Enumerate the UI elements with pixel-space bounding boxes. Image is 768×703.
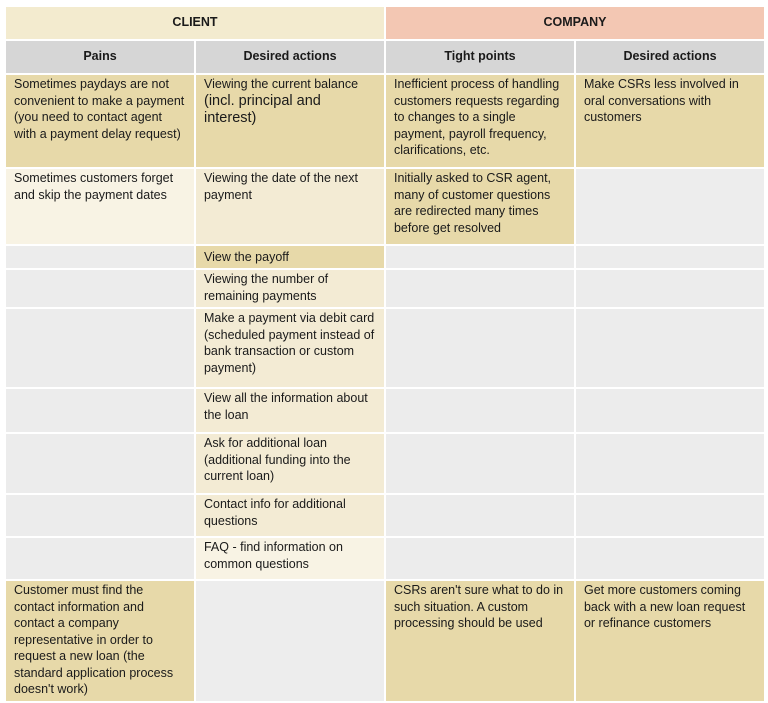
company-desired-action-cell: Make CSRs less involved in oral conversations with customers xyxy=(576,75,764,167)
client-desired-action-cell: FAQ - find information on common questions xyxy=(196,538,384,579)
table-row xyxy=(6,75,764,167)
table-row xyxy=(6,270,764,307)
tight-points-cell xyxy=(386,246,574,268)
company-desired-action-cell xyxy=(576,434,764,493)
tight-points-cell: Inefficient process of handling customers requests regarding to changes to a single payment, payroll frequency, clarifications, etc. xyxy=(386,75,574,167)
tight-points-cell xyxy=(386,538,574,579)
pains-cell xyxy=(6,270,194,307)
tight-points-cell: CSRs aren't sure what to do in such situation. A custom processing should be used xyxy=(386,581,574,701)
pains-cell xyxy=(6,309,194,387)
pains-cell xyxy=(6,389,194,432)
tight-points-cell xyxy=(386,270,574,307)
tight-points-cell xyxy=(386,434,574,493)
company-header: COMPANY xyxy=(386,7,764,39)
customer-journey-table xyxy=(4,5,766,703)
table-row xyxy=(6,169,764,244)
company-desired-action-cell xyxy=(576,309,764,387)
table-row xyxy=(6,538,764,579)
company-desired-action-cell: Get more customers coming back with a new loan request or refinance customers xyxy=(576,581,764,701)
company-desired-action-cell xyxy=(576,538,764,579)
tight-points-header: Tight points xyxy=(386,41,574,73)
company-desired-action-cell xyxy=(576,389,764,432)
client-desired-action-cell xyxy=(196,75,384,167)
table-row xyxy=(6,389,764,432)
tight-points-cell xyxy=(386,495,574,536)
pains-header: Pains xyxy=(6,41,194,73)
pains-cell xyxy=(6,434,194,493)
company-desired-action-cell xyxy=(576,169,764,244)
company-desired-action-cell xyxy=(576,270,764,307)
pains-cell xyxy=(6,538,194,579)
company-desired-actions-header: Desired actions xyxy=(576,41,764,73)
tight-points-cell xyxy=(386,389,574,432)
client-desired-action-cell: Contact info for additional questions xyxy=(196,495,384,536)
table-row xyxy=(6,246,764,268)
client-desired-action-cell: Viewing the date of the next payment xyxy=(196,169,384,244)
pains-cell: Customer must find the contact information and contact a company representative in order to request a new loan (the standard application process doesn't work) xyxy=(6,581,194,701)
table-row xyxy=(6,495,764,536)
client-desired-action-cell: Make a payment via debit card (scheduled payment instead of bank transaction or custom payment) xyxy=(196,309,384,387)
tight-points-cell xyxy=(386,309,574,387)
client-header: CLIENT xyxy=(6,7,384,39)
company-desired-action-cell xyxy=(576,495,764,536)
table-row xyxy=(6,581,764,701)
company-desired-action-cell xyxy=(576,246,764,268)
group-header-row xyxy=(6,7,764,39)
tight-points-cell: Initially asked to CSR agent, many of customer questions are redirected many times before get resolved xyxy=(386,169,574,244)
client-action-line: Viewing the current balance xyxy=(203,77,359,91)
client-desired-action-cell xyxy=(196,581,384,701)
pains-cell xyxy=(6,495,194,536)
client-desired-actions-header: Desired actions xyxy=(196,41,384,73)
pains-cell xyxy=(6,246,194,268)
table-row xyxy=(6,434,764,493)
client-desired-action-cell: View all the information about the loan xyxy=(196,389,384,432)
pains-cell: Sometimes paydays are not convenient to make a payment (you need to contact agent with a payment delay request) xyxy=(6,75,194,167)
pains-cell: Sometimes customers forget and skip the payment dates xyxy=(6,169,194,244)
client-action-line: (incl. principal and interest) xyxy=(203,92,321,126)
client-desired-action-cell: Ask for additional loan (additional funding into the current loan) xyxy=(196,434,384,493)
client-desired-action-cell: View the payoff xyxy=(196,246,384,268)
table-row xyxy=(6,309,764,387)
client-desired-action-cell: Viewing the number of remaining payments xyxy=(196,270,384,307)
column-header-row xyxy=(6,41,764,73)
